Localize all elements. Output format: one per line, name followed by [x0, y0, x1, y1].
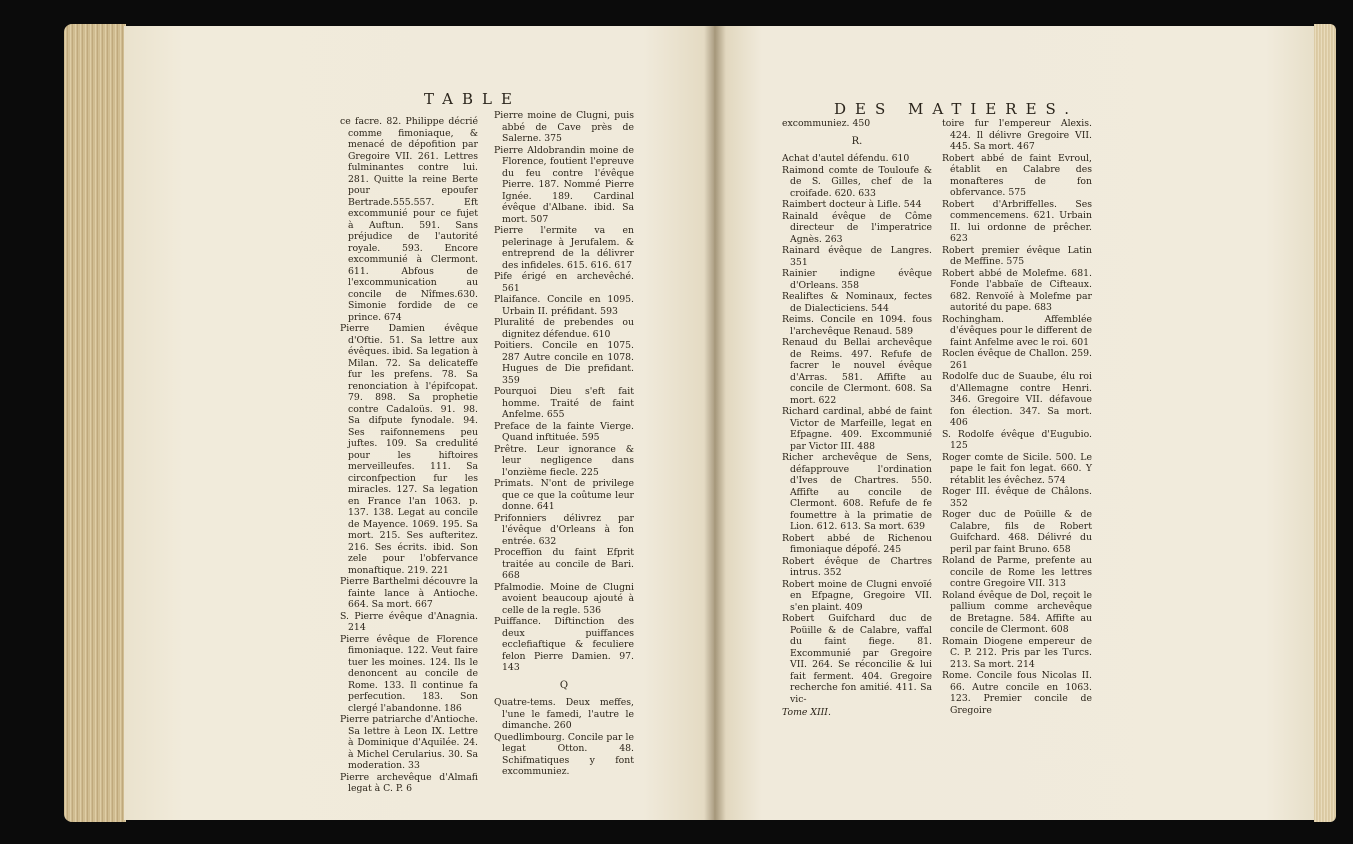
- page-header-right: DES MATIERES.: [834, 100, 1079, 118]
- q-entries: [494, 697, 634, 778]
- book-gutter: [704, 26, 726, 820]
- right-column-2: [942, 118, 1092, 716]
- left-page: [124, 26, 714, 820]
- index-entry: Pierre archevêque d'Almafi legat à C. P. 6: [340, 771, 478, 794]
- index-entry: S. Rodolfe évêque d'Eugubio. 125: [942, 428, 1092, 451]
- index-entry: Pierre l'ermite va en pelerinage à Jerufalem. & entreprend de la délivrer des infideles. 615. 616. 617: [494, 225, 634, 271]
- right-page: [714, 26, 1314, 820]
- index-entry: Robert abbé de faint Evroul, établit en Calabre des monafteres de fon obfervance. 575: [942, 152, 1092, 198]
- index-entry: Pierre patriarche d'Antioche. Sa lettre à Leon IX. Lettre à Dominique d'Aquilée. 24. à Michel Cerularius. 30. Sa moderation. 33: [340, 714, 478, 771]
- index-entry: Achat d'autel défendu. 610: [782, 153, 910, 164]
- section-letter-r: R.: [851, 135, 863, 147]
- index-entry: toire fur l'empereur Alexis. 424. Il délivre Gregoire VII. 445. Sa mort. 467: [942, 118, 1092, 152]
- left-column-2: [494, 110, 634, 778]
- index-entry: Rainard évêque de Langres. 351: [782, 245, 932, 268]
- index-entry: Rochingham. Affemblée d'évêques pour le different de faint Anfelme avec le roi. 601: [942, 313, 1092, 348]
- index-entry: Rodolfe duc de Suaube, élu roi d'Allemagne contre Henri. 346. Gregoire VII. défavoue fon élection. 347. Sa mort. 406: [942, 371, 1092, 428]
- open-book: [64, 18, 1336, 828]
- index-entry: ce facre. 82. Philippe décrié comme fimoniaque, & menacé de dépofition par Gregoire VII. 261. Lettres fulminantes contre lui. 281. Quitte la reine Berte pour epoufer Bertrade.555.557. Eft excommunié pour ce fujet à Auftun. 591. Sans préjudice de l'autorité royale. 593. Encore excommunié à Clermont. 611. Abfous de l'excommunication au concile de Nîfmes.630. Simonie fordide de ce prince. 674: [340, 116, 478, 323]
- volume-catchword: Tome XIII.: [782, 707, 831, 718]
- index-entry: Quedlimbourg. Concile par le legat Otton. 48. Schifmatiques y font excommuniez.: [494, 731, 634, 777]
- index-entry: Rainier indigne évêque d'Orleans. 358: [782, 268, 932, 291]
- index-entry: Prêtre. Leur ignorance & leur negligence dans l'onzième fiecle. 225: [494, 443, 634, 478]
- page-header-left: TABLE: [424, 90, 521, 108]
- index-entry: Realiftes & Nominaux, fectes de Dialecticiens. 544: [782, 291, 932, 314]
- index-entry: Prifonniers délivrez par l'évêque d'Orleans à fon entrée. 632: [494, 512, 634, 547]
- index-entry: Richer archevêque de Sens, défapprouve l'ordination d'Ives de Chartres. 550. Affifte au concile de Clermont. 608. Refufe de fe foumettre à la primatie de Lion. 612. 613. Sa mort. 639: [782, 452, 932, 532]
- section-letter-q: Q: [559, 679, 569, 691]
- r-entries-col1: [782, 153, 932, 705]
- index-entry: Romain Diogene empereur de C. P. 212. Pris par les Turcs. 213. Sa mort. 214: [942, 635, 1092, 670]
- index-entry: Robert abbé de Molefme. 681. Fonde l'abbaïe de Cifteaux. 682. Renvoïé à Molefme par autorité du pape. 683: [942, 267, 1092, 313]
- index-entry: Pife érigé en archevêché. 561: [494, 271, 634, 294]
- page-edges-left: [64, 24, 126, 822]
- index-entry: Robert moine de Clugni envoïé en Efpagne, Gregoire VII. s'en plaint. 409: [782, 578, 932, 613]
- index-entry: Poitiers. Concile en 1075. 287 Autre concile en 1078. Hugues de Die prefidant. 359: [494, 340, 634, 386]
- index-entry: Robert abbé de Richenou fimoniaque dépofé. 245: [782, 532, 932, 555]
- index-entry: Roland de Parme, prefente au concile de Rome les lettres contre Gregoire VII. 313: [942, 555, 1092, 589]
- index-entry: Primats. N'ont de privilege que ce que la coûtume leur donne. 641: [494, 478, 634, 512]
- index-entry: Pierre évêque de Florence fimoniaque. 122. Veut faire tuer les moines. 124. Ils le denoncent au concile de Rome. 133. Il continue fa perfecution. 183. Son clergé l'abandonne. 186: [340, 633, 478, 714]
- index-entry: Robert d'Arbriffelles. Ses commencemens. 621. Urbain II. lui ordonne de prêcher. 623: [942, 198, 1092, 244]
- left-column-1: [340, 116, 478, 795]
- index-entry: Roger duc de Poüille & de Calabre, fils de Robert Guifchard. 468. Délivré du peril par faint Bruno. 658: [942, 509, 1092, 555]
- index-entry: Roclen évêque de Challon. 259. 261: [942, 348, 1092, 371]
- index-entry: Quatre-tems. Deux meffes, l'une le famedi, l'autre le dimanche. 260: [494, 697, 634, 731]
- index-entry: Rainald évêque de Côme directeur de l'imperatrice Agnès. 263: [782, 210, 932, 245]
- index-entry: Robert évêque de Chartres intrus. 352: [782, 555, 932, 578]
- index-entry: Rome. Concile fous Nicolas II. 66. Autre concile en 1063. 123. Premier concile de Gregoire: [942, 670, 1092, 716]
- index-entry: Roland évêque de Dol, reçoit le pallium comme archevêque de Bretagne. 584. Affifte au concile de Clermont. 608: [942, 589, 1092, 635]
- index-entry: Puiffance. Diftinction des deux puiffances ecclefiaftique & feculiere felon Pierre Damien. 97. 143: [494, 616, 634, 673]
- index-entry: Renaud du Bellai archevêque de Reims. 497. Refufe de facrer le nouvel évêque d'Arras. 581. Affifte au concile de Clermont. 608. Sa mort. 622: [782, 337, 932, 406]
- index-entry: Richard cardinal, abbé de faint Victor de Marfeille, legat en Efpagne. 409. Excommunié par Victor III. 488: [782, 406, 932, 452]
- page-edges-right: [1314, 24, 1336, 822]
- right-column-1: [782, 118, 932, 719]
- index-entry: S. Pierre évêque d'Anagnia. 214: [340, 610, 478, 633]
- index-entry: Reims. Concile en 1094. fous l'archevêque Renaud. 589: [782, 314, 932, 337]
- index-entry: Raimond comte de Touloufe & de S. Gilles, chef de la croifade. 620. 633: [782, 164, 932, 199]
- index-entry: Pierre Aldobrandin moine de Florence, foutient l'epreuve du feu contre l'évêque Pierre. 187. Nommé Pierre Ignée. 189. Cardinal évêque d'Albane. ibid. Sa mort. 507: [494, 144, 634, 225]
- index-entry: Preface de la fainte Vierge. Quand inftituée. 595: [494, 420, 634, 443]
- left-column-2-entries: [494, 110, 634, 674]
- index-entry: Plaifance. Concile en 1095. Urbain II. préfidant. 593: [494, 294, 634, 317]
- index-entry: Roger III. évêque de Châlons. 352: [942, 486, 1092, 509]
- index-entry: Robert premier évêque Latin de Meffine. 575: [942, 244, 1092, 267]
- index-entry: Pourquoi Dieu s'eft fait homme. Traité de faint Anfelme. 655: [494, 386, 634, 420]
- index-entry: Roger comte de Sicile. 500. Le pape le fait fon legat. 660. Y rétablit les évêchez. 574: [942, 451, 1092, 486]
- index-entry: Raimbert docteur à Lifle. 544: [782, 199, 922, 210]
- index-entry: Pierre moine de Clugni, puis abbé de Cave près de Salerne. 375: [494, 110, 634, 144]
- carry-over-line: excommuniez. 450: [782, 118, 871, 129]
- index-entry: Pfalmodie. Moine de Clugni avoient beaucoup ajouté à celle de la regle. 536: [494, 581, 634, 616]
- index-entry: Robert Guifchard duc de Poüille & de Calabre, vaffal du faint fiege. 81. Excommunié par Gregoire VII. 264. Se réconcilie & lui fait ferment. 404. Gregoire recherche fon amitié. 411. Sa vic-: [782, 613, 932, 705]
- index-entry: Pluralité de prebendes ou dignitez défendue. 610: [494, 317, 634, 340]
- index-entry: Pierre Damien évêque d'Oftie. 51. Sa lettre aux évêques. ibid. Sa legation à Milan. 72. Sa delicateffe fur les prefens. 78. Sa renonciation à l'épifcopat. 79. 898. Sa prophetie contre Cadaloüs. 91. 98. Sa difpute fynodale. 94. Ses raifonnemens peu juftes. 109. Sa credulité pour les hiftoires merveilleufes. 111. Sa circonfpection fur les miracles. 127. Sa legation en France l'an 1063. p. 137. 138. Legat au concile de Mayence. 1069. 195. Sa mort. 215. Ses aufteritez. 216. Ses écrits. ibid. Son zele pour l'obfervance monaftique. 219. 221: [340, 323, 478, 576]
- index-entry: Pierre Barthelmi découvre la fainte lance à Antioche. 664. Sa mort. 667: [340, 576, 478, 610]
- index-entry: Proceffion du faint Efprit traitée au concile de Bari. 668: [494, 547, 634, 581]
